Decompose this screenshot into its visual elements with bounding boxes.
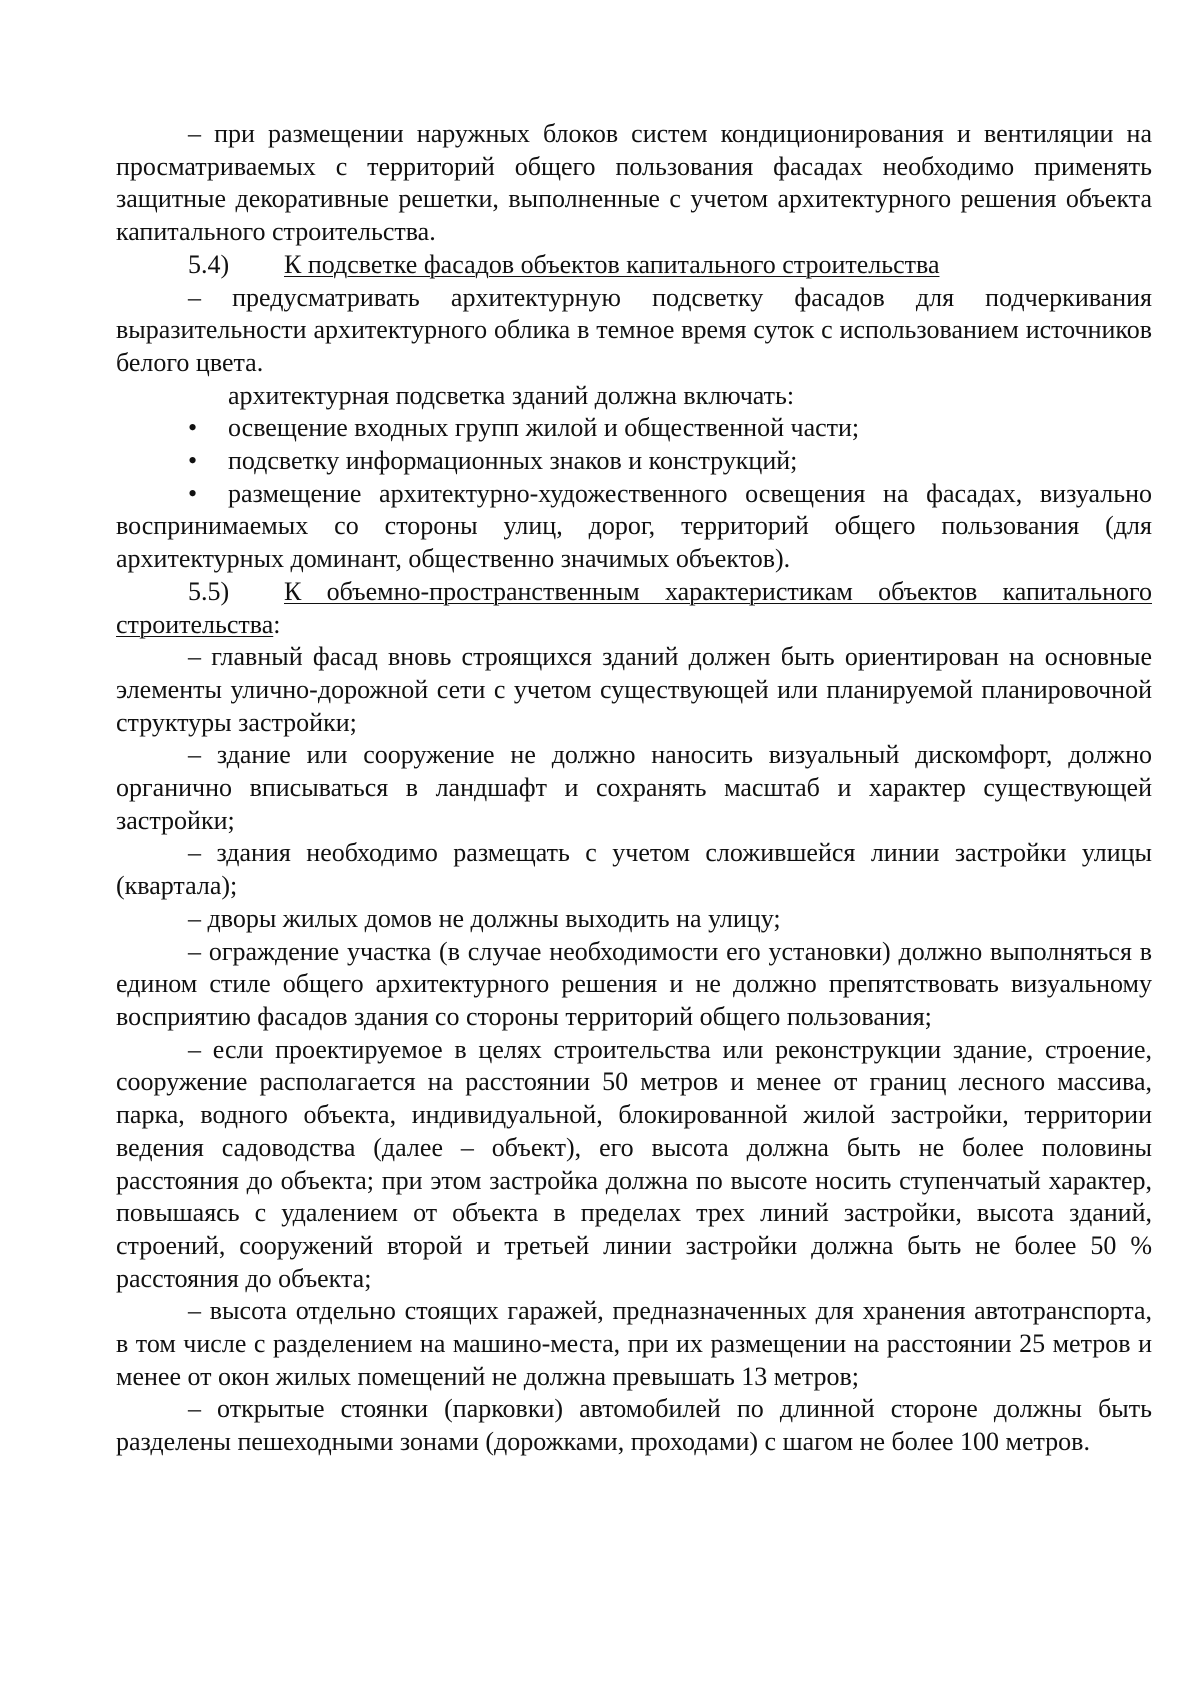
- paragraph-lighting-intro: архитектурная подсветка зданий должна включать:: [228, 380, 795, 410]
- section-number: 5.5): [188, 576, 230, 606]
- paragraph-building-line: – здания необходимо размещать с учетом сложившейся линии застройки улицы (квартала);: [116, 838, 1152, 901]
- bullet-icon: •: [188, 446, 198, 476]
- paragraph-main-facade: – главный фасад вновь строящихся зданий должен быть ориентирован на основные элементы улично-дорожной сети с учетом существующей или планируемой планировочной структуры застройки;: [116, 642, 1152, 737]
- bullet-icon: •: [188, 413, 198, 443]
- paragraph-garages: – высота отдельно стоящих гаражей, предназначенных для хранения автотранспорта, в том числе с разделением на машино-места, при их размещении на расстоянии 25 метров и менее от окон жилых помещений не должна превышать 13 метров;: [116, 1296, 1152, 1391]
- list-item: [116, 478, 1152, 576]
- paragraph-visual-discomfort: – здание или сооружение не должно наносить визуальный дискомфорт, должно органично вписываться в ландшафт и сохранять масштаб и характер существующей застройки;: [116, 740, 1152, 835]
- paragraph-parking: – открытые стоянки (парковки) автомобилей по длинной стороне должны быть разделены пешеходными зонами (дорожками, проходами) с шагом не более 100 метров.: [116, 1394, 1152, 1457]
- section-title: К объемно-пространственным характеристикам объектов капитального строительства: [116, 576, 1152, 639]
- section-title-suffix: :: [273, 609, 281, 639]
- paragraph-courtyards: – дворы жилых домов не должны выходить на улицу;: [188, 903, 781, 933]
- section-heading-5-5: [116, 576, 1152, 641]
- list-item-text: подсветку информационных знаков и конструкций;: [228, 446, 798, 476]
- paragraph-ventilation-grilles: – при размещении наружных блоков систем кондиционирования и вентиляции на просматриваемых с территорий общего пользования фасадах необходимо применять защитные декоративные решетки, выполненные с учетом архитектурного решения объекта капитального строительства.: [116, 119, 1152, 247]
- paragraph-facade-lighting: – предусматривать архитектурную подсветку фасадов для подчеркивания выразительности архитектурного облика в темное время суток с использованием источников белого цвета.: [116, 282, 1152, 377]
- list-item: [116, 412, 1152, 445]
- list-item: [116, 445, 1152, 478]
- paragraph-height-limits: – если проектируемое в целях строительства или реконструкции здание, строение, сооружение располагается на расстоянии 50 метров и менее от границ лесного массива, парка, водного объекта, индивидуальной, блокированной жилой застройки, территории ведения садоводства (далее – объект), его высота должна быть не более половины расстояния до объекта; при этом застройка должна по высоте носить ступенчатый характер, повышаясь с удалением от объекта в пределах трех линий застройки, высота зданий, строений, сооружений второй и третьей линии застройки должна быть не более 50 % расстояния до объекта;: [116, 1034, 1152, 1293]
- list-item-text: освещение входных групп жилой и общественной части;: [228, 413, 860, 443]
- list-item-text: размещение архитектурно-художественного освещения на фасадах, визуально воспринимаемых со стороны улиц, дорог, территорий общего пользования (для архитектурных доминант, общественно значимых объектов).: [116, 478, 1152, 574]
- document-page: [116, 118, 1152, 1459]
- section-heading-5-4: [116, 249, 1152, 282]
- section-title: К подсветке фасадов объектов капитального строительства: [284, 249, 940, 279]
- bullet-icon: •: [188, 478, 198, 508]
- paragraph-fencing: – ограждение участка (в случае необходимости его установки) должно выполняться в едином стиле общего архитектурного решения и не должно препятствовать визуальному восприятию фасадов здания со стороны территорий общего пользования;: [116, 936, 1152, 1031]
- section-number: 5.4): [188, 249, 230, 279]
